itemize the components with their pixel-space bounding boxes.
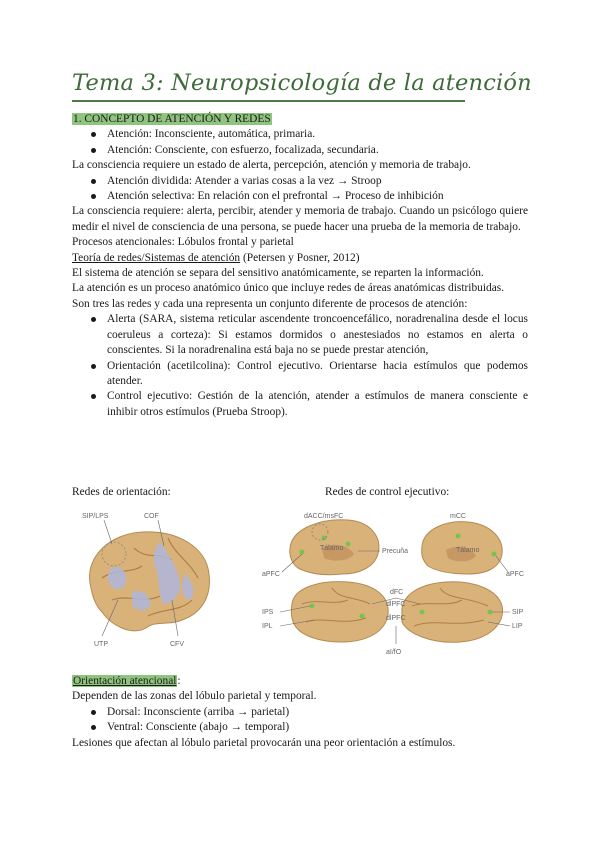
label-sip-lps: SIP/LPS	[82, 513, 109, 520]
list-item: Ventral: Consciente (abajo → temporal)	[107, 720, 528, 735]
orientation-network-figure	[72, 508, 222, 653]
brain-lateral-right	[402, 582, 503, 643]
label-dlpfc-lower: dlPFC	[386, 615, 406, 622]
caption-orientation-networks: Redes de orientación:	[72, 486, 171, 498]
theory-reference: (Petersen y Posner, 2012)	[240, 251, 360, 264]
label-cof: COF	[144, 513, 159, 520]
caption-executive-networks: Redes de control ejecutivo:	[325, 486, 450, 498]
paragraph-anatomical-process: La atención es un proceso anatómico único que incluye redes de áreas anatómicas distribuidas.	[72, 282, 505, 295]
list-item: Atención selectiva: En relación con el prefrontal → Proceso de inhibición	[107, 189, 528, 204]
section-heading-concept: 1. CONCEPTO DE ATENCIÓN Y REDES	[73, 113, 271, 125]
brain-lateral-left	[291, 582, 388, 642]
list-item: Orientación (acetilcolina): Control ejecutivo. Orientarse hacia estímulos que podemos atender.	[107, 359, 528, 390]
executive-network-figure	[262, 508, 530, 656]
page-title: Tema 3: Neuropsicología de la atención	[72, 70, 532, 96]
paragraph-attentional-processes: Procesos atencionales: Lóbulos frontal y parietal	[72, 236, 294, 249]
label-talamo-right: Tálamo	[456, 547, 480, 554]
title-underline	[72, 100, 465, 102]
label-ipl: IPL	[262, 623, 273, 630]
label-lip: LIP	[512, 623, 523, 630]
paragraph-attention-system: El sistema de atención se separa del sensitivo anatómicamente, se reparten la información.	[72, 267, 484, 280]
label-utp: UTP	[94, 641, 108, 648]
bullet-list-dorsal-ventral	[72, 705, 528, 736]
label-apfc-right: aPFC	[506, 571, 524, 578]
paragraph-parietal-temporal: Dependen de las zonas del lóbulo parietal y temporal.	[72, 690, 317, 703]
list-item: Control ejecutivo: Gestión de la atención, atender a estímulos de manera consciente e inhibir otros estímulos (Prueba Stroop).	[107, 389, 528, 420]
list-item: Atención: Inconsciente, automática, primaria.	[107, 127, 528, 142]
paragraph-consciousness: La consciencia requiere un estado de alerta, percepción, atención y memoria de trabajo.	[72, 159, 471, 172]
bullet-list-attention-types	[72, 127, 528, 158]
paragraph-consciousness-requires: La consciencia requiere: alerta, percibir, atender y memoria de trabajo. Cuando un psicólogo quiere medir el nivel de consciencia de una persona, se puede hacer una prueba de la memoria de trabajo.	[72, 205, 528, 233]
label-ips: IPS	[262, 609, 274, 616]
list-item: Alerta (SARA, sistema reticular ascendente troncoencefálico, noradrenalina desde el locus coeruleus a corteza): Si estamos dormidos o anestesiados no estamos en alerta o conscientes. Si la noradrenalina está baja no se puede prestar atención,	[107, 312, 528, 358]
label-cfv: CFV	[170, 641, 184, 648]
paragraph-three-networks: Son tres las redes y cada una representa un conjunto diferente de procesos de atención:	[72, 297, 468, 310]
list-item: Dorsal: Inconsciente (arriba → parietal)	[107, 705, 528, 720]
label-apfc-left: aPFC	[262, 571, 280, 578]
list-item: Atención: Consciente, con esfuerzo, focalizada, secundaria.	[107, 143, 528, 158]
bullet-list-divided-selective	[72, 174, 528, 205]
label-precuna: Precuña	[382, 548, 409, 555]
label-dacc-msfc: dACC/msFC	[304, 513, 344, 520]
theory-heading: Teoría de redes/Sistemas de atención	[72, 251, 241, 264]
section-heading-orientation: Orientación atencional	[73, 675, 177, 687]
label-sip: SIP	[512, 609, 524, 616]
bullet-list-networks	[72, 312, 528, 420]
label-dlpfc: dlPFC	[386, 601, 406, 608]
label-ai-fo: aI/fO	[386, 649, 402, 656]
label-talamo-left: Tálamo	[320, 545, 344, 552]
list-item: Atención dividida: Atender a varias cosas a la vez → Stroop	[107, 174, 528, 189]
orientation-section	[72, 674, 528, 751]
document-body	[72, 112, 528, 420]
heading-colon: :	[177, 675, 181, 687]
label-mcc: mCC	[450, 513, 466, 520]
label-dfc: dFC	[390, 589, 404, 596]
paragraph-lesions: Lesiones que afectan al lóbulo parietal provocarán una peor orientación a estímulos.	[72, 736, 456, 749]
